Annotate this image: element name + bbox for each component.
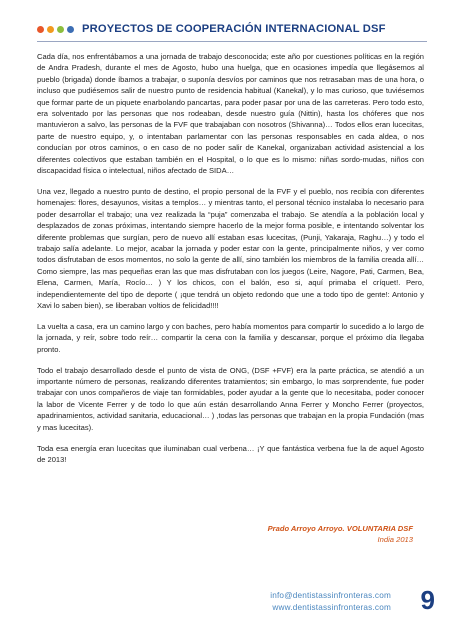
- paragraph-2: Una vez, llegado a nuestro punto de destino, el propio personal de la FVF y el pueblo, nos recibía con diferentes homenajes: flores, desayunos, visitas a templos… y mientras tanto, el personal técnico instalaba lo necesario para poder desarrollar el trabajo; una vez realizada la “puja” comenzaba el trabajo. Se atendía a la población local y desplazados de zonas próximas, intentando siempre hacerlo de la mejor forma posible, e intentando solventar los diferente problemas que surgían, pero de nuevo allí estaban esas lucecitas, (Punji, Yakaraja, Raghu…) y todo el trabajo salía adelante. Lo mejor, acabar la jornada y poder estar con la gente, principalmente niños, y ver como todos disfrutaban de esos momentos, no solo la gente de allí, sino también los miembros de la familia creada allí… Como siempre, las mas pequeñas eran las que mas disfrutaban con los juegos (Leire, Nagore, Pati, Carmen, Bea, Elena, Carmen, María, Rocío… ) Y los chicos, con el balón, eso si, aquí primaba el críquet!. Pero, independientemente del tipo de deporte ( ¡que tendrá un objeto redondo que une a todo tipo de gente!: Antonio y Xavi lo saben bien), se liberaban voltios de felicidad!!!!: [37, 186, 424, 311]
- author-signature: [268, 523, 413, 545]
- decorative-dots: [37, 26, 74, 33]
- page-number: 9: [420, 585, 435, 615]
- dot-green: [57, 26, 64, 33]
- paragraph-4: Todo el trabajo desarrollado desde el punto de vista de ONG, (DSF +FVF) era la parte práctica, se atendió a un importante número de personas, realizando diferentes tratamientos; sin embargo, lo mas sorprendente, fue poder trabajar con unos compañeros de viaje tan formidables, poder ayudar a la gente que lo necesitaba, poder conocer la labor de Vicente Ferrer y de todo lo que aún están desarrollando Anna Ferrer y Moncho Ferrer (proyectos, apadrinamientos, actividad sanitaria, educacional… ) ,todas las personas que trabajan en la propia Fundación (mas y mas lucecitas).: [37, 365, 424, 432]
- page-header: [37, 18, 427, 40]
- section-title: PROYECTOS DE COOPERACIÓN INTERNACIONAL DSF: [82, 23, 386, 35]
- dot-orange-red: [37, 26, 44, 33]
- dot-orange: [47, 26, 54, 33]
- author-place: India 2013: [377, 535, 413, 544]
- paragraph-1: Cada día, nos enfrentábamos a una jornada de trabajo desconocida; este año por cuestiones políticas en la región de Andra Pradesh, durante el mes de Agosto, hubo una huelga, que en ocasiones impedía que llegásemos al pueblo (brigada) donde íbamos a trabajar, o suponía desvíos por caminos que nos retrasaban mas de una hora, o incluso que pudiésemos salir de nuestro punto de residencia habitual (Kanekal), y lo mas curioso, que tuviésemos que formar parte de un piquete enarbolando pancartas, para poder pasar por una de las carreteras. Pero todo esto, era solventado por las personas que nos rodeaban, desde nuestro guía (Nittin), hasta los chóferes que nos mantuvieron a salvo, las personas de la FVF que trabajaban con nosotros (Shivanna)… Todos ellos eran lucecitas, parte de nuestro equipo, y, o intentaban parlamentar con las personas responsables en cada aldea, o nos conducían por otros caminos, o en caso de no poder salir de Kanekal, organizaban actividad asistencial a los diferentes colectivos que estaban también en el Hospital, o lo que es lo mismo: niñas sordo-mudas, niños con discapacidad física o intelectual, niños afectado de SIDA…: [37, 52, 424, 176]
- paragraph-5: Toda esa energía eran lucecitas que iluminaban cual verbena… ¡Y que fantástica verbena fue la de aquel Agosto de 2013!: [37, 443, 424, 464]
- dot-blue: [67, 26, 74, 33]
- author-name: Prado Arroyo Arroyo. VOLUNTARIA DSF: [267, 524, 413, 533]
- paragraph-3: La vuelta a casa, era un camino largo y con baches, pero había momentos para compartir lo sucedido a lo largo de la jornada, y reír, sobre todo reír… compartir la cena con la familia y descansar, porque el próximo día llegaba pronto.: [37, 321, 424, 354]
- header-divider: [37, 41, 427, 42]
- footer-email-link[interactable]: info@dentistassinfronteras.com: [270, 591, 391, 600]
- article-body: [37, 51, 424, 475]
- page-footer: [270, 590, 391, 614]
- footer-website-link[interactable]: www.dentistassinfronteras.com: [272, 603, 391, 612]
